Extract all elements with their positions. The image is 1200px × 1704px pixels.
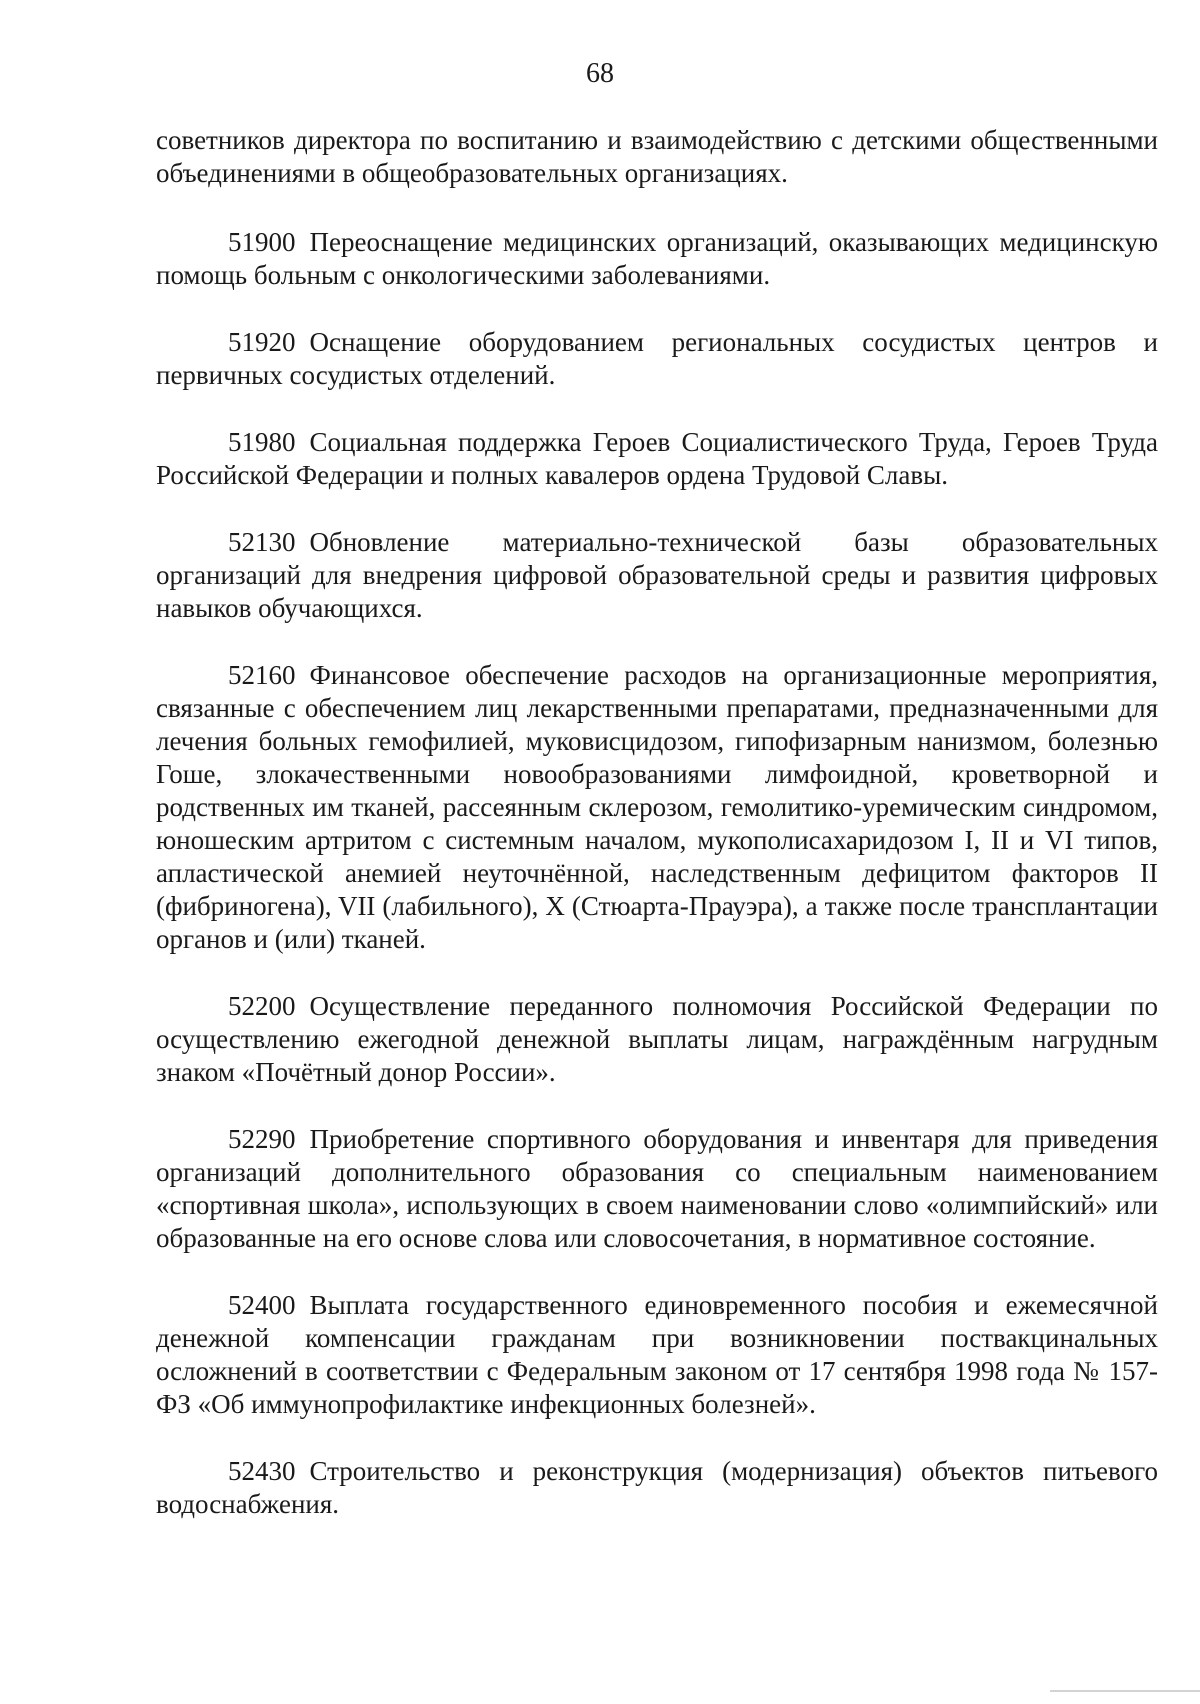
item-code: 52160 [228,660,296,690]
document-body [156,124,1158,1555]
item-text: Осуществление переданного полномочия Российской Федерации по осуществлению ежегодной денежной выплаты лицам, награждённым нагрудным знаком «Почётный донор России». [156,991,1158,1087]
budget-item-52160 [156,659,1158,956]
item-text: Выплата государственного единовременного пособия и ежемесячной денежной компенсации гражданам при возникновении поствакцинальных осложнений в соответствии с Федеральным законом от 17 сентября 1998 года № 157-ФЗ «Об иммунопрофилактике инфекционных болезней». [156,1290,1158,1419]
item-text: Строительство и реконструкция (модернизация) объектов питьевого водоснабжения. [156,1456,1158,1519]
item-text: Переоснащение медицинских организаций, оказывающих медицинскую помощь больным с онкологическими заболеваниями. [156,227,1158,290]
page-number: 68 [586,58,614,89]
scan-edge-mark [1050,1690,1200,1704]
budget-item-51900 [156,226,1158,292]
budget-item-52430 [156,1455,1158,1521]
budget-item-52200 [156,990,1158,1089]
item-text: Социальная поддержка Героев Социалистического Труда, Героев Труда Российской Федерации и полных кавалеров ордена Трудовой Славы. [156,427,1158,490]
budget-item-52400 [156,1289,1158,1421]
item-text: Приобретение спортивного оборудования и инвентаря для приведения организаций дополнительного образования со специальным наименованием «спортивная школа», использующих в своем наименовании слово «олимпийский» или образованные на его основе слова или словосочетания, в нормативное состояние. [156,1124,1158,1253]
budget-item-52130 [156,526,1158,625]
item-code: 52290 [228,1124,296,1154]
intro-paragraph: советников директора по воспитанию и взаимодействию с детскими общественными объединениями в общеобразовательных организациях. [156,125,1158,188]
budget-item-52290 [156,1123,1158,1255]
item-text: Финансовое обеспечение расходов на организационные мероприятия, связанные с обеспечением лиц лекарственными препаратами, предназначенными для лечения больных гемофилией, муковисцидозом, гипофизарным нанизмом, болезнью Гоше, злокачественными новообразованиями лимфоидной, кроветворной и родственных им тканей, рассеянным склерозом, гемолитико-уремическим синдромом, юношеским артритом с системным началом, мукополисахаридозом I, II и VI типов, апластической анемией неуточнённой, наследственным дефицитом факторов II (фибриногена), VII (лабильного), X (Стюарта-Прауэра), а также после трансплантации органов и (или) тканей. [156,660,1158,954]
item-code: 52200 [228,991,296,1021]
item-code: 51920 [228,327,296,357]
item-text: Обновление материально-технической базы образовательных организаций для внедрения цифровой образовательной среды и развития цифровых навыков обучающихся. [156,527,1158,623]
item-code: 51900 [228,227,296,257]
item-text: Оснащение оборудованием региональных сосудистых центров и первичных сосудистых отделений. [156,327,1158,390]
budget-item-51980 [156,426,1158,492]
item-code: 52400 [228,1290,296,1320]
item-code: 52130 [228,527,296,557]
budget-item-51920 [156,326,1158,392]
item-code: 52430 [228,1456,296,1486]
item-code: 51980 [228,427,296,457]
